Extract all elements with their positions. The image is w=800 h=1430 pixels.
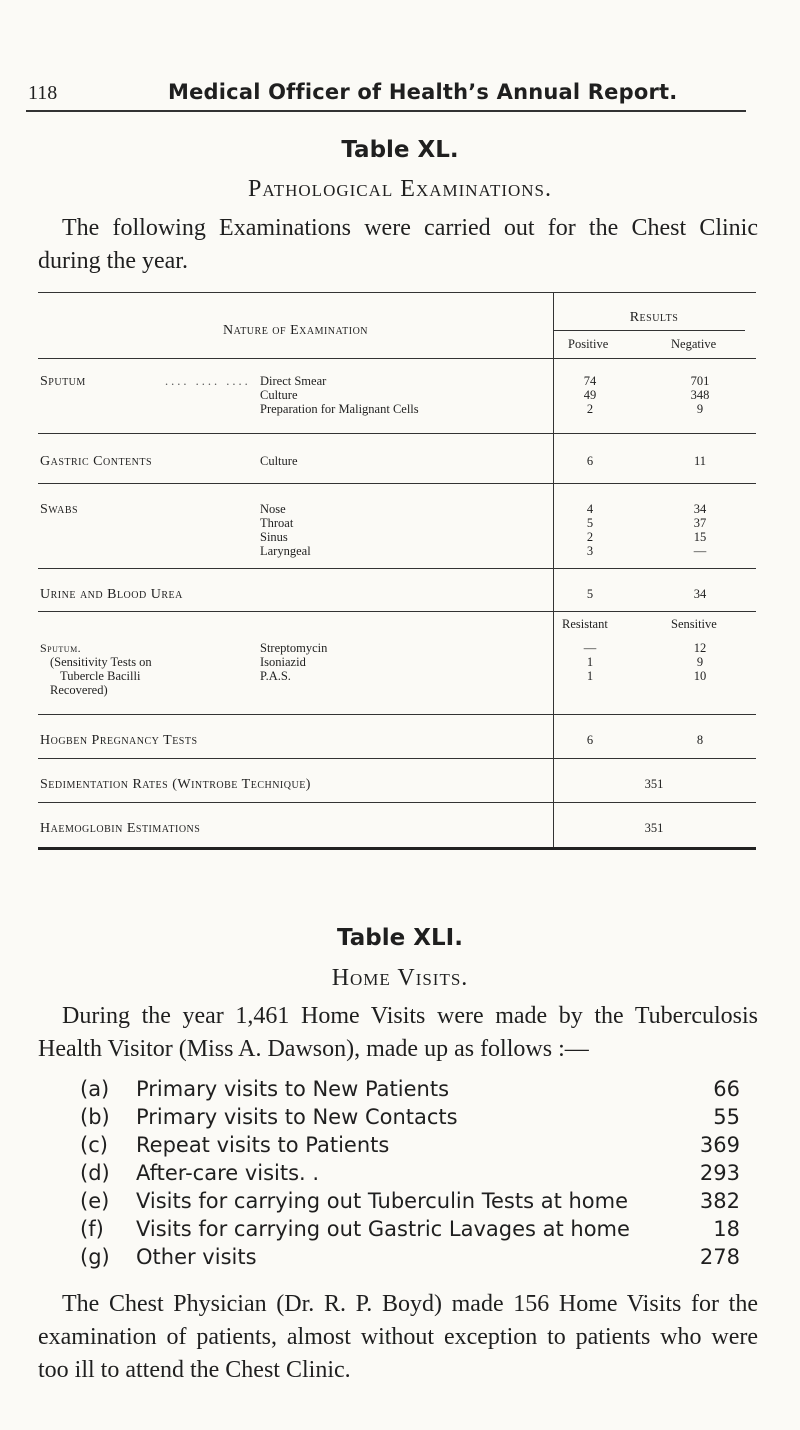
sputum-negative: 701 (690, 374, 710, 388)
visit-label: Visits for carrying out Gastric Lavages at home (136, 1217, 630, 1241)
col-nature-header: Nature of Examination (222, 323, 369, 338)
col-positive-header: Positive (568, 337, 609, 351)
visit-row (80, 1217, 740, 1245)
sputum-negative: 9 (696, 402, 704, 416)
intro-text: The following Examinations were carried out for the Chest Clinic during the year. (38, 215, 758, 274)
swab-positive: 2 (586, 530, 594, 544)
hogben-label: Hogben Pregnancy Tests (40, 733, 198, 748)
visit-row (80, 1077, 740, 1105)
table-column-divider (553, 292, 554, 768)
visit-row (80, 1189, 740, 1217)
haemoglobin-label: Haemoglobin Estimations (40, 821, 201, 836)
swab-item-name: Laryngeal (260, 544, 311, 558)
visit-label: Other visits (136, 1245, 257, 1269)
sputum-label: Sputum (40, 374, 86, 389)
table-xli-heading: Table XLI. (337, 925, 463, 951)
sensitivity-sensitive: 9 (696, 655, 704, 669)
table-xli-title: Home Visits. (331, 965, 469, 991)
swab-negative: 34 (693, 502, 707, 516)
sensitivity-label: (Sensitivity Tests on (50, 655, 152, 669)
col-resistant-header: Resistant (562, 617, 608, 631)
visit-row (80, 1105, 740, 1133)
sensitivity-item-name: P.A.S. (260, 669, 291, 683)
visit-row (80, 1245, 740, 1273)
table-xl-title: Pathological Examinations. (248, 176, 552, 202)
visit-letter: (a) (80, 1077, 110, 1101)
visit-value: 55 (713, 1105, 740, 1129)
visit-row (80, 1161, 740, 1189)
section-rule (38, 802, 756, 803)
closing-text: The Chest Physician (Dr. R. P. Boyd) made 156 Home Visits for the examination of patients, almost without exception to patients who were too ill to attend the Chest Clinic. (38, 1291, 758, 1383)
table-column-divider (553, 758, 554, 848)
swab-negative: — (693, 544, 707, 558)
visit-label: After-care visits. . (136, 1161, 320, 1185)
sputum-positive: 74 (583, 374, 597, 388)
swab-negative: 15 (693, 530, 707, 544)
urine-label: Urine and Blood Urea (40, 587, 183, 602)
visit-label: Repeat visits to Patients (136, 1133, 390, 1157)
gastric-item-name: Culture (260, 454, 298, 468)
col-sensitive-header: Sensitive (671, 617, 717, 631)
sputum-positive: 2 (586, 402, 594, 416)
sensitivity-item-name: Isoniazid (260, 655, 306, 669)
section-rule (38, 433, 756, 434)
table-xl-heading: Table XL. (341, 137, 459, 163)
sputum-item-name: Preparation for Malignant Cells (260, 402, 419, 416)
sensitivity-resistant: 1 (586, 655, 594, 669)
visit-value: 382 (699, 1189, 740, 1213)
swab-negative: 37 (693, 516, 707, 530)
sedimentation-value: 351 (644, 777, 664, 791)
col-results-header: Results (629, 310, 679, 325)
hogben-positive: 6 (586, 733, 594, 747)
sputum-leader: .... .... .... (165, 374, 251, 388)
visit-value: 293 (699, 1161, 740, 1185)
sputum-positive: 49 (583, 388, 597, 402)
closing-paragraph (38, 1288, 758, 1387)
header-rule (26, 110, 746, 112)
section-rule (38, 483, 756, 484)
swab-item-name: Sinus (260, 530, 288, 544)
table-top-rule (38, 292, 756, 293)
swab-positive: 5 (586, 516, 594, 530)
sensitivity-resistant: 1 (586, 669, 594, 683)
table-bottom-rule (38, 847, 756, 850)
visit-label: Visits for carrying out Tuberculin Tests at home (136, 1189, 629, 1213)
visit-letter: (c) (80, 1133, 108, 1157)
col-negative-header: Negative (671, 337, 717, 351)
swab-positive: 3 (586, 544, 594, 558)
sputum-negative: 348 (690, 388, 710, 402)
swab-positive: 4 (586, 502, 594, 516)
gastric-negative: 11 (693, 454, 707, 468)
visit-letter: (b) (80, 1105, 110, 1129)
visit-value: 66 (713, 1077, 740, 1101)
sensitivity-sensitive: 12 (693, 641, 707, 655)
visit-row (80, 1133, 740, 1161)
sensitivity-label: Recovered) (50, 683, 108, 697)
hogben-negative: 8 (696, 733, 704, 747)
visit-value: 18 (713, 1217, 740, 1241)
section-rule (38, 611, 756, 612)
sensitivity-item-name: Streptomycin (260, 641, 328, 655)
table-xl-intro (38, 212, 758, 278)
sedimentation-label: Sedimentation Rates (Wintrobe Technique) (40, 777, 311, 792)
header-bottom-rule (38, 358, 756, 359)
sensitivity-resistant: — (583, 641, 597, 655)
page-number: 118 (28, 82, 58, 104)
results-subrule (553, 330, 745, 331)
running-head: Medical Officer of Health’s Annual Report. (168, 80, 678, 104)
visit-label: Primary visits to New Patients (136, 1077, 450, 1101)
sputum-item-name: Direct Smear (260, 374, 327, 388)
sensitivity-sensitive: 10 (693, 669, 707, 683)
gastric-positive: 6 (586, 454, 594, 468)
swab-item-name: Throat (260, 516, 294, 530)
visit-value: 278 (699, 1245, 740, 1269)
urine-negative: 34 (693, 587, 707, 601)
urine-positive: 5 (586, 587, 594, 601)
visit-letter: (d) (80, 1161, 110, 1185)
visit-label: Primary visits to New Contacts (136, 1105, 458, 1129)
table-xli-intro (38, 1000, 758, 1066)
haemoglobin-value: 351 (644, 821, 664, 835)
sputum-item-name: Culture (260, 388, 298, 402)
visit-letter: (g) (80, 1245, 110, 1269)
visit-letter: (f) (80, 1217, 104, 1241)
section-rule (38, 714, 756, 715)
visit-letter: (e) (80, 1189, 110, 1213)
gastric-label: Gastric Contents (40, 454, 153, 469)
swabs-label: Swabs (40, 502, 79, 517)
swab-item-name: Nose (260, 502, 286, 516)
section-rule (38, 568, 756, 569)
visit-value: 369 (699, 1133, 740, 1157)
sensitivity-label: Sputum. (40, 641, 82, 655)
sensitivity-label: Tubercle Bacilli (60, 669, 141, 683)
intro-text: During the year 1,461 Home Visits were made by the Tuberculosis Health Visitor (Miss A. Dawson), made up as follows :— (38, 1003, 758, 1062)
section-rule (38, 758, 756, 759)
